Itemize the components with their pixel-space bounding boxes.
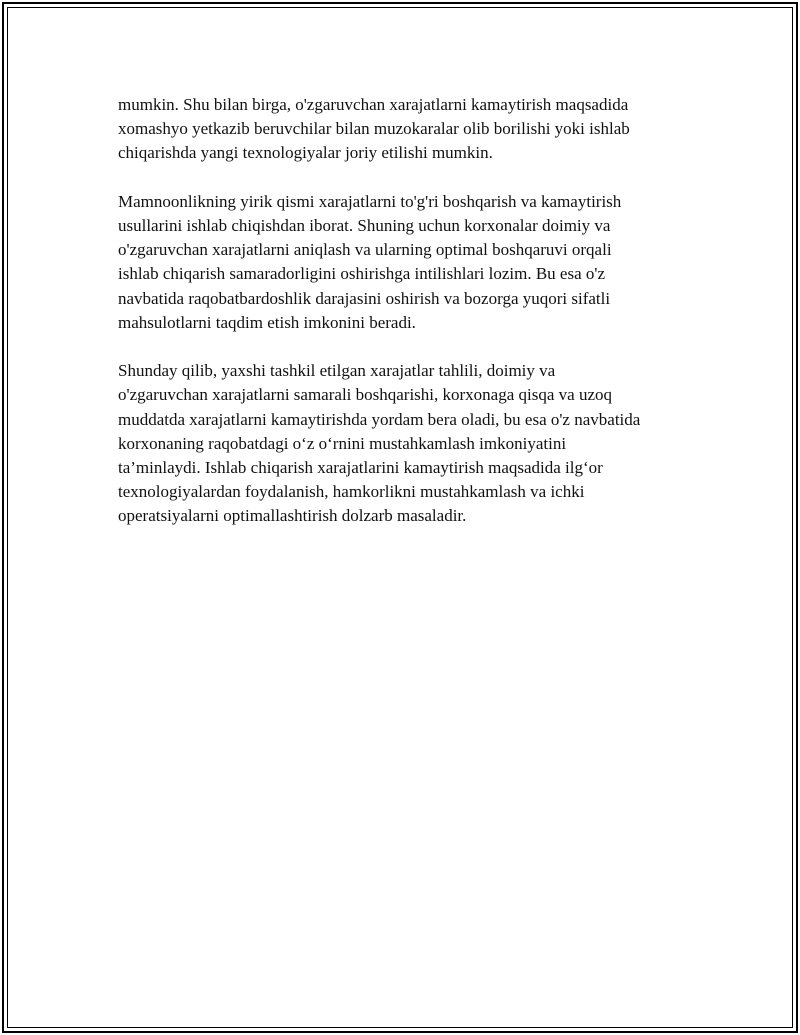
document-body xyxy=(118,93,698,553)
paragraph-2: Mamnoonlikning yirik qismi xarajatlarni to'g'ri boshqarish va kamaytirish usullarini ishlab chiqishdan iborat. Shuning uchun korxonalar doimiy va o'zgaruvchan xarajatlarni aniqlash va ularning optimal boshqaruvi orqali ishlab chiqarish samaradorligini oshirishga intilishlari lozim. Bu esa o'z navbatida raqobatbardoshlik darajasini oshirish va bozorga yuqori sifatli mahsulotlarni taqdim etish imkonini beradi. xyxy=(118,191,622,332)
paragraph-1: mumkin. Shu bilan birga, o'zgaruvchan xarajatlarni kamaytirish maqsadida xomashyo yetkazib beruvchilar bilan muzokaralar olib borilishi yoki ishlab chiqarishda yangi texnologiyalar joriy etilishi mumkin. xyxy=(118,95,630,163)
paragraph-3: Shunday qilib, yaxshi tashkil etilgan xarajatlar tahlili, doimiy va o'zgaruvchan xarajatlarni samarali boshqarishi, korxonaga qisqa va uzoq muddatda xarajatlarni kamaytirishda yordam bera oladi, bu esa o'z navbatida korxonaning raqobatdagi o‘z o‘rnini mustahkamlash imkoniyatini ta’minlaydi. Ishlab chiqarish xarajatlarini kamaytirish maqsadida ilg‘or texnologiyalardan foydalanish, hamkorlikni mustahkamlash va ichki operatsiyalarni optimallashtirish dolzarb masaladir. xyxy=(118,361,641,526)
